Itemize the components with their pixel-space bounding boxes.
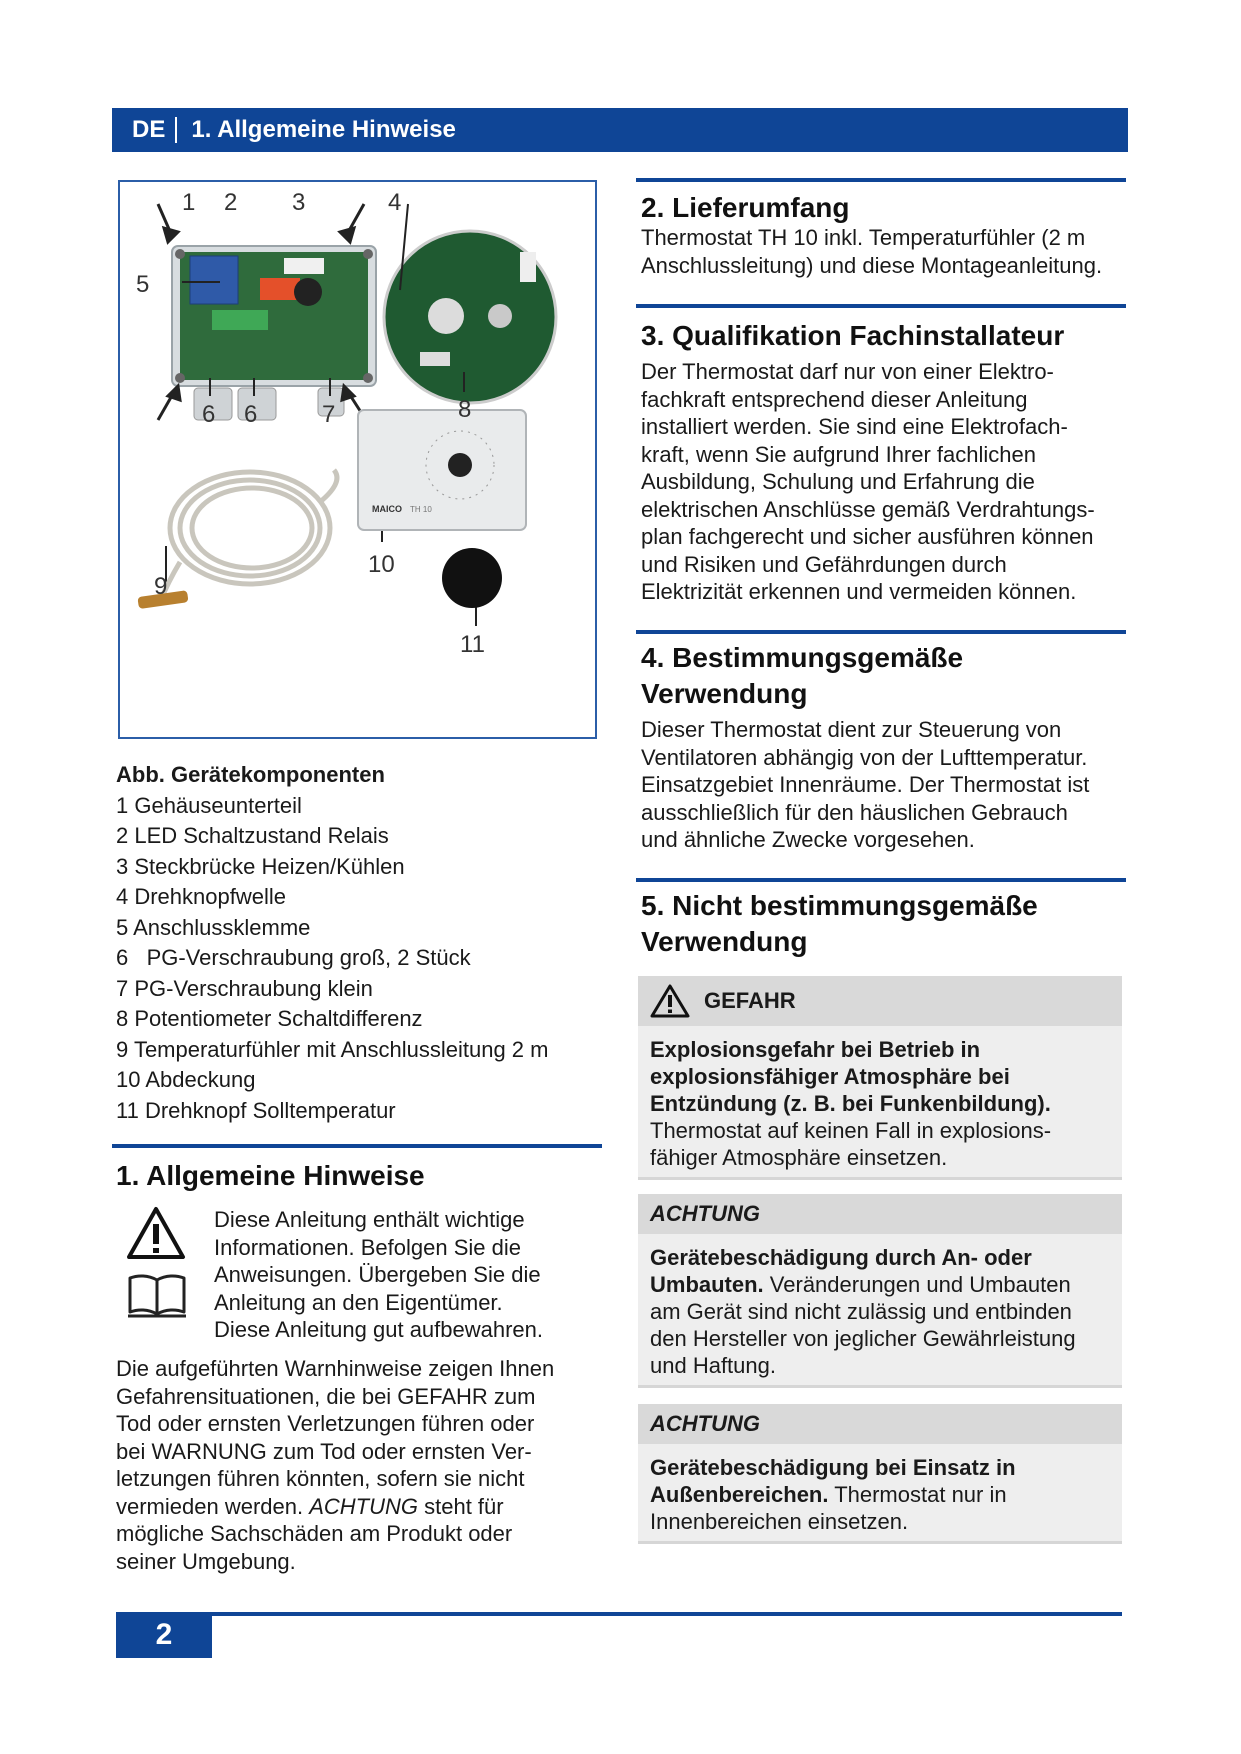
attention-notice-1-body	[638, 1234, 1122, 1385]
attention-line: Innenbereichen einsetzen.	[650, 1509, 909, 1534]
section-4-body	[641, 716, 1141, 854]
section-3-rule	[636, 304, 1126, 308]
body-line	[116, 1493, 616, 1521]
caption-item: 6 PG-Verschraubung groß, 2 Stück	[116, 945, 471, 970]
section-2-rule	[636, 178, 1126, 182]
device-photo-illustration	[120, 182, 595, 737]
callout-1: 1	[182, 189, 196, 216]
body-line: kraft, wenn Sie aufgrund Ihrer fachlichen	[641, 441, 1037, 467]
danger-notice	[638, 976, 1122, 1180]
attention-notice-1-header	[638, 1194, 1122, 1234]
attention-label: ACHTUNG	[650, 1411, 760, 1436]
body-line: Gefahrensituationen, die bei GEFAHR zum	[116, 1383, 536, 1409]
attention-notice-2	[638, 1404, 1122, 1544]
body-line: Elektrizität erkennen und vermeiden können.	[641, 579, 1077, 604]
attention-label: ACHTUNG	[650, 1201, 760, 1226]
caption-item: 5 Anschlussklemme	[116, 914, 311, 940]
section-1-body	[116, 1355, 616, 1575]
body-line: Thermostat TH 10 inkl. Temperaturfühler (2 m	[641, 225, 1086, 250]
caption-item: 3 Steckbrücke Heizen/Kühlen	[116, 853, 405, 879]
attention-bold-text: Außenbereichen.	[650, 1482, 829, 1507]
attention-bold-text: Umbauten.	[650, 1272, 764, 1297]
body-line: bei WARNUNG zum Tod oder ernsten Ver-	[116, 1438, 532, 1464]
callout-3: 3	[292, 189, 306, 216]
body-text: steht für	[418, 1493, 504, 1519]
attention-bold-line: Gerätebeschädigung durch An- oder	[650, 1245, 1032, 1270]
body-line: seiner Umgebung.	[116, 1548, 296, 1574]
body-line: mögliche Sachschäden am Produkt oder	[116, 1521, 513, 1546]
callout-4: 4	[388, 189, 402, 216]
attention-notice-2-body	[638, 1444, 1122, 1541]
attention-line: am Gerät sind nicht zulässig und entbinden	[650, 1299, 1072, 1324]
body-line: und ähnliche Zwecke vorgesehen.	[641, 827, 975, 852]
attention-line: und Haftung.	[650, 1353, 776, 1378]
knob-illustration	[442, 548, 502, 608]
body-line: Tod oder ernsten Verletzungen führen oder	[116, 1411, 535, 1436]
footer-rule	[116, 1612, 1122, 1616]
caption-item: 11 Drehknopf Solltemperatur	[116, 1097, 396, 1123]
caption-title: Abb. Gerätekomponenten	[116, 762, 385, 787]
section-4-title-line: Verwendung	[641, 678, 808, 709]
manual-book-icon	[126, 1272, 188, 1320]
cover-illustration	[358, 410, 526, 530]
attention-text: Thermostat nur in	[828, 1482, 1007, 1507]
info-notice-text	[214, 1206, 604, 1344]
body-line: plan fachgerecht und sicher ausführen können	[641, 524, 1094, 549]
danger-bold-line: Explosionsgefahr bei Betrieb in	[650, 1037, 981, 1062]
callout-5: 5	[136, 271, 150, 298]
section-5-title	[641, 888, 1038, 960]
callout-11: 11	[460, 631, 485, 658]
callout-7: 7	[322, 401, 336, 428]
body-line: fachkraft entsprechend dieser Anleitung	[641, 386, 1028, 412]
caption-item: 2 LED Schaltzustand Relais	[116, 823, 389, 848]
section-2-body	[641, 224, 1131, 279]
info-notice	[116, 1206, 606, 1342]
info-line: Diese Anleitung enthält wichtige	[214, 1207, 525, 1232]
attention-notice-1	[638, 1194, 1122, 1388]
sensor-cable-illustration	[160, 470, 337, 602]
callout-8: 8	[458, 396, 472, 423]
attention-text: Veränderungen und Umbauten	[763, 1272, 1071, 1297]
attention-notice-2-header	[638, 1404, 1122, 1444]
danger-notice-header	[638, 976, 1122, 1026]
body-line: Der Thermostat darf nur von einer Elektro-	[641, 359, 1054, 384]
body-line: Die aufgeführten Warnhinweise zeigen Ihnen	[116, 1356, 555, 1381]
caption-item: 1 Gehäuseunterteil	[116, 792, 302, 818]
caption-item: 4 Drehknopfwelle	[116, 884, 286, 909]
section-4-title-line: 4. Bestimmungsgemäße	[641, 642, 964, 673]
warning-triangle-icon	[126, 1206, 186, 1260]
body-line: Einsatzgebiet Innenräume. Der Thermostat ist	[641, 772, 1090, 797]
attention-line: den Hersteller von jeglicher Gewährleistung	[650, 1326, 1076, 1351]
header-separator	[175, 117, 177, 143]
warning-triangle-icon	[650, 984, 690, 1018]
model-label: TH 10	[410, 505, 432, 514]
callout-6a: 6	[202, 401, 216, 428]
body-line: elektrischen Anschlüsse gemäß Verdrahtungs-	[641, 496, 1095, 522]
figure-caption	[116, 760, 606, 1126]
magnified-detail-illustration	[384, 231, 556, 403]
body-line: Dieser Thermostat dient zur Steuerung von	[641, 717, 1062, 742]
section-1-title: 1. Allgemeine Hinweise	[116, 1160, 425, 1191]
body-line: ausschließlich für den häuslichen Gebrauch	[641, 799, 1068, 825]
callout-6b: 6	[244, 401, 258, 428]
caption-item: 10 Abdeckung	[116, 1067, 256, 1092]
callout-10: 10	[368, 551, 395, 578]
emphasis-achtung: ACHTUNG	[309, 1493, 418, 1519]
section-3-body	[641, 358, 1141, 606]
callout-9: 9	[154, 573, 168, 600]
section-5-rule	[636, 878, 1126, 882]
section-5-title-line: 5. Nicht bestimmungsgemäße	[641, 890, 1038, 921]
caption-item: 9 Temperaturfühler mit Anschlussleitung 2 m	[116, 1036, 549, 1062]
body-line: letzungen führen könnten, sofern sie nicht	[116, 1466, 525, 1491]
section-5-title-line: Verwendung	[641, 926, 808, 957]
device-components-figure	[118, 180, 597, 739]
body-line: installiert werden. Sie sind eine Elektrofach-	[641, 414, 1068, 439]
info-line: Informationen. Befolgen Sie die	[214, 1234, 521, 1260]
danger-bold-line: explosionsfähiger Atmosphäre bei	[650, 1064, 1010, 1089]
danger-bold-line: Entzündung (z. B. bei Funkenbildung).	[650, 1091, 1051, 1116]
caption-item: 7 PG-Verschraubung klein	[116, 975, 373, 1001]
section-header-bar	[112, 108, 1128, 152]
caption-item: 8 Potentiometer Schaltdifferenz	[116, 1006, 423, 1031]
danger-line: Thermostat auf keinen Fall in explosions-	[650, 1118, 1052, 1143]
body-line: Ausbildung, Schulung und Erfahrung die	[641, 469, 1035, 494]
section-4-title	[641, 640, 963, 712]
danger-line: fähiger Atmosphäre einsetzen.	[650, 1145, 948, 1170]
brand-label: MAICO	[372, 504, 402, 514]
danger-label: GEFAHR	[704, 988, 796, 1013]
danger-notice-body	[638, 1026, 1122, 1177]
section-4-rule	[636, 630, 1126, 634]
section-2-title: 2. Lieferumfang	[641, 192, 850, 223]
info-line: Anweisungen. Übergeben Sie die	[214, 1262, 541, 1287]
section-1-rule	[112, 1144, 602, 1148]
language-code: DE	[132, 116, 166, 143]
info-line: Diese Anleitung gut aufbewahren.	[214, 1317, 544, 1342]
body-line: und Risiken und Gefährdungen durch	[641, 551, 1007, 577]
page-number: 2	[116, 1612, 212, 1658]
body-line: Ventilatoren abhängig von der Lufttemperatur.	[641, 744, 1088, 770]
info-line: Anleitung an den Eigentümer.	[214, 1289, 503, 1315]
attention-bold-line: Gerätebeschädigung bei Einsatz in	[650, 1455, 1016, 1480]
body-text: vermieden werden.	[116, 1493, 310, 1519]
section-3-title: 3. Qualifikation Fachinstallateur	[641, 320, 1065, 351]
callout-2: 2	[224, 189, 238, 216]
body-line: Anschlussleitung) und diese Montageanleitung.	[641, 252, 1103, 278]
header-section-title: 1. Allgemeine Hinweise	[191, 116, 456, 143]
